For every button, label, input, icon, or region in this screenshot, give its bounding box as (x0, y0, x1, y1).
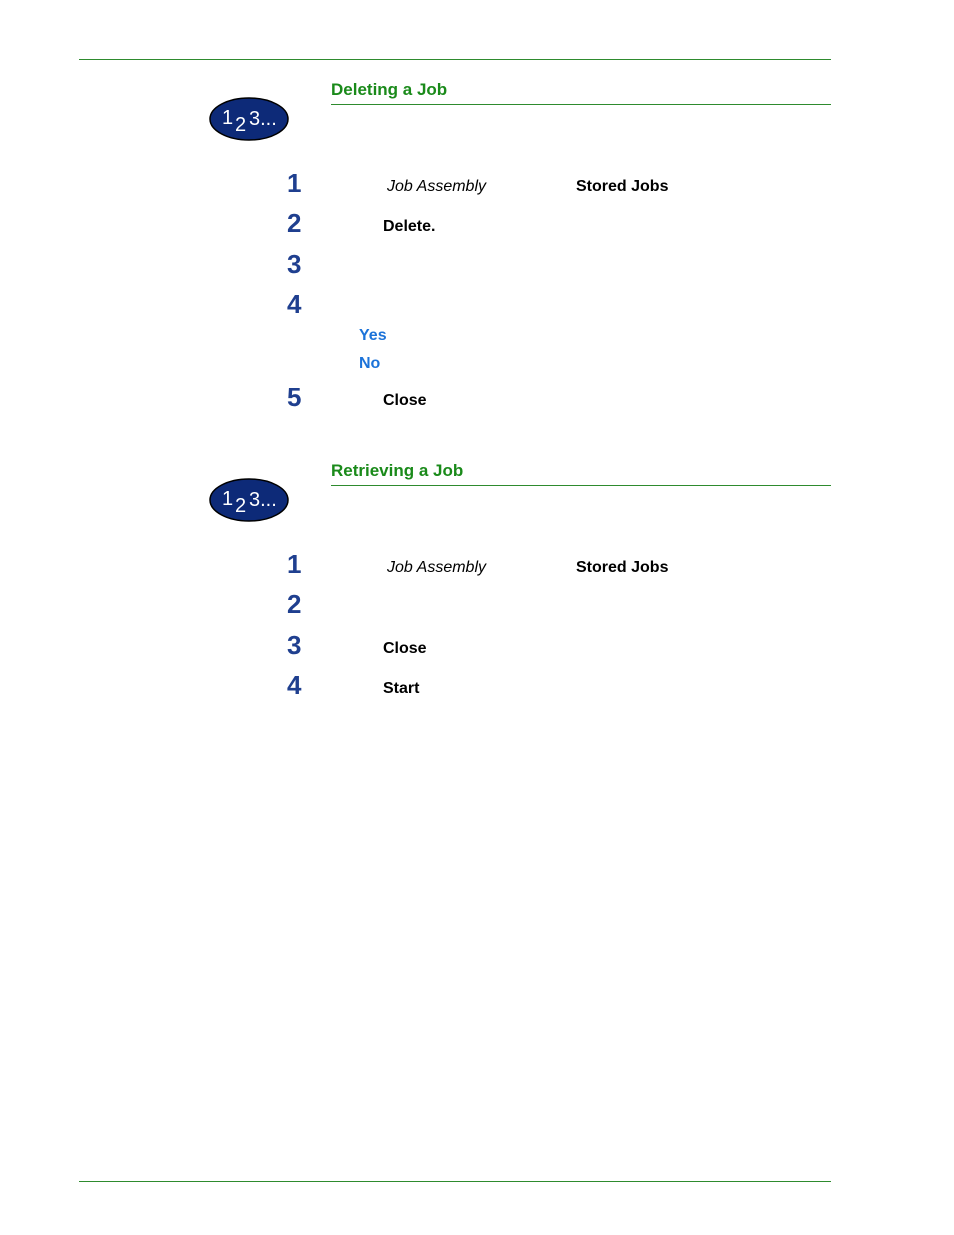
numbered-steps-icon (209, 97, 289, 141)
step-number: 2 (287, 589, 302, 619)
step-1-stored-jobs: Stored Jobs (576, 559, 669, 576)
section-title: Deleting a Job (331, 80, 448, 99)
step-4-start: Start (383, 680, 420, 697)
step-number: 2 (287, 208, 302, 238)
badge-digit-2: 2 (235, 495, 247, 517)
bottom-rule (79, 1181, 831, 1182)
section-title-rule (331, 485, 831, 486)
option-no: No (359, 355, 381, 372)
section-title-rule (331, 104, 831, 105)
step-number: 3 (287, 630, 302, 660)
badge-digit-3: 3... (249, 489, 277, 511)
option-yes: Yes (359, 327, 387, 344)
badge-digit-1: 1 (222, 488, 234, 510)
step-2-delete: Delete. (383, 218, 436, 235)
step-number: 4 (287, 670, 302, 700)
badge-digit-1: 1 (222, 107, 234, 129)
badge-digit-3: 3... (249, 108, 277, 130)
section-title: Retrieving a Job (331, 461, 464, 480)
step-5-close: Close (383, 392, 427, 409)
step-1-job-assembly: Job Assembly (387, 559, 486, 576)
step-number: 4 (287, 289, 302, 319)
step-number: 1 (287, 549, 302, 579)
step-number: 3 (287, 249, 302, 279)
step-1-job-assembly: Job Assembly (387, 178, 486, 195)
numbered-steps-icon (209, 478, 289, 522)
step-1-stored-jobs: Stored Jobs (576, 178, 669, 195)
step-number: 5 (287, 382, 302, 412)
top-rule (79, 59, 831, 60)
step-number: 1 (287, 168, 302, 198)
step-3-close: Close (383, 640, 427, 657)
badge-digit-2: 2 (235, 114, 247, 136)
